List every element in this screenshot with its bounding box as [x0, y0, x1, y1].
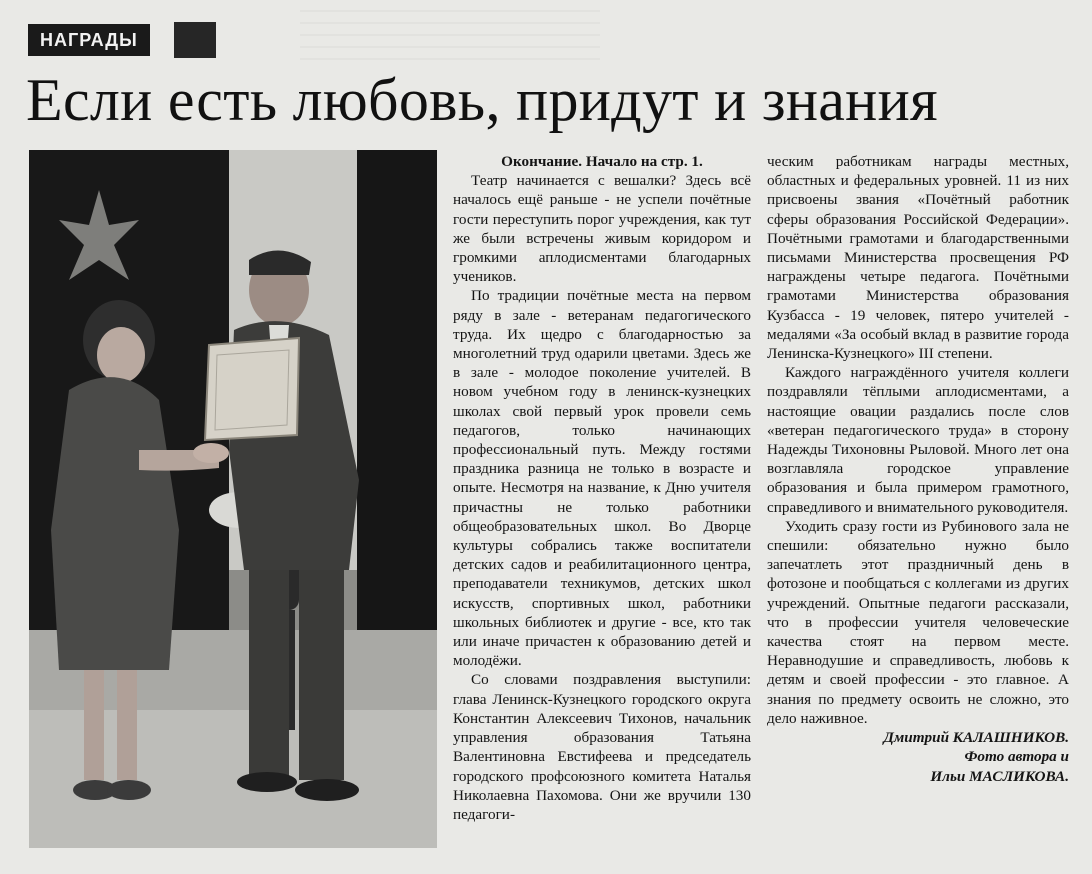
- photo-credit: Ильи МАСЛИКОВА.: [930, 767, 1069, 785]
- article-lead: Окончание. Начало на стр. 1.: [501, 153, 703, 170]
- section-rubric: НАГРАДЫ: [28, 24, 150, 56]
- article-column-2: [767, 152, 1069, 786]
- rubric-block: [174, 22, 216, 58]
- article-paragraph: Со словами поздравления выступили: глава Ленинск-Кузнецкого городского округа Константин Алексеевич Тихонов, начальник управления образования Татьяна Валентиновна Евстифеева и председатель городского профсоюзного комитета Наталья Николаевна Пахомова. Они же вручили 130 педагоги-: [453, 671, 751, 823]
- article-paragraph: Каждого награждённого учителя коллеги поздравляли тёплыми аплодисментами, а настоящие овации раздались после слов «ветеран педагогического труда» в сторону Надежды Тихоновны Рыловой. Много лет она возглавляла городское управление образования и была примером грамотного, справедливого и внимательного руководителя.: [767, 364, 1069, 516]
- article-column-1: [453, 152, 751, 824]
- headline: Если есть любовь, придут и знания: [26, 67, 938, 133]
- photo-credit: Фото автора и: [964, 748, 1069, 766]
- bleed-through: [300, 0, 600, 60]
- article-paragraph: Уходить сразу гости из Рубинового зала не спешили: обязательно нужно было запечатлеть этот праздничный день в фотозоне и пообщаться с коллегами из других учреждений. Опытные педагоги рассказали, что в профессии учителя человеческие качества стоят на первом месте. Неравнодушие и справедливость, любовь к детям и своей профессии - это главное. А знания по предмету освоить не сложно, это дело наживное.: [767, 517, 1069, 727]
- article-paragraph: Театр начинается с вешалки? Здесь всё началось ещё раньше - не успели почётные гости переступить порог учреждения, как тут же были встречены живым коридором и громкими аплодисментами благодарных учеников.: [453, 172, 751, 286]
- article-paragraph: ческим работникам награды местных, областных и федеральных уровней. 11 из них присвоены звания «Почётный работник сферы образования Российской Федерации». Почётными грамотами и благодарственными письмами Министерства просвещения РФ награждены четыре педагога. Почётными грамотами Министерства образования Кузбасса - 19 человек, пятеро учителей - медалями «За особый вклад в развитие города Ленинска-Кузнецкого» III степени.: [767, 153, 1069, 363]
- article-paragraph: По традиции почётные места на первом ряду в зале - ветеранам педагогического труда. Их щедро с благодарностью за многолетний труд одарили цветами. Здесь же в зале - молодое поколение учителей. В новом учебном году в ленинск-кузнецких школах свой первый урок провели семь педагогов, только начинающих профессиональный путь. Между гостями праздника разница не только в возрасте и опыте. Несмотря на название, к Дню учителя причастны не только работники общеобразовательных школ. Во Дворце культуры собрались также воспитатели детских садов и реабилитационного центра, преподаватели техникумов, детских школ искусств, спортивных школ, работники школьных библиотек и другие - все, кто так или иначе причастен к образованию детей и молодёжи.: [453, 287, 751, 670]
- article-photo: [29, 150, 437, 848]
- author-signature: Дмитрий КАЛАШНИКОВ.: [883, 729, 1069, 747]
